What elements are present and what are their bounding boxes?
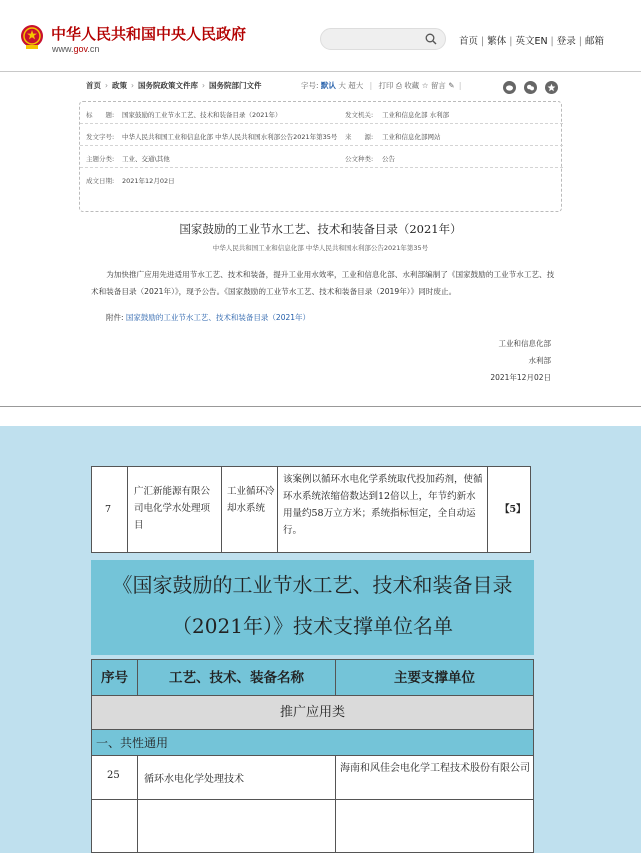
nav-separator: |: [578, 36, 582, 47]
qzone-share-icon[interactable]: [545, 81, 558, 94]
table-cell: [128, 467, 222, 552]
print-button[interactable]: 打印: [378, 81, 394, 90]
nav-traditional-link[interactable]: 繁体: [487, 36, 507, 47]
table-header: [92, 660, 533, 696]
support-list-title: [91, 560, 534, 655]
breadcrumb-chevron-icon: ›: [131, 81, 134, 90]
meta-source-value: 工业和信息化部网站: [382, 133, 441, 141]
table-cell: [222, 467, 278, 552]
meta-row-title: [80, 102, 563, 124]
signer-mwr: 水利部: [528, 356, 551, 365]
case-project: 广汇新能源有限公司电化学水处理项目: [134, 486, 211, 531]
document-meta-box: [79, 101, 562, 212]
row-support-unit: 海南和风佳会电化学工程技术股份有限公司: [340, 763, 530, 774]
attachment-label: 附件:: [106, 313, 124, 322]
signature-block: [490, 335, 551, 386]
meta-row-docno: [80, 124, 563, 146]
breadcrumb-home[interactable]: 首页: [86, 81, 101, 90]
site-url[interactable]: [52, 44, 99, 54]
meta-type-label: 公文种类:: [345, 155, 374, 163]
case-reference: 【5】: [500, 504, 526, 515]
top-nav: [459, 33, 604, 47]
pen-icon: ✎: [448, 81, 455, 90]
document-number: 中华人民共和国工业和信息化部 中华人民共和国水利部公告2021年第35号: [212, 244, 429, 252]
document-paragraph: 为加快推广应用先进适用节水工艺、技术和装备，提升工业用水效率，工业和信息化部、水利部编制了《国家鼓励的工业节水工艺、技术和装备目录（2021年）》，现予公告。《国家鼓励的工业节水工艺、技术和装备目录（2019年）》同时废止。: [91, 270, 555, 296]
row-number: 25: [107, 770, 120, 781]
breadcrumb-chevron-icon: ›: [105, 81, 108, 90]
wechat-share-icon[interactable]: [524, 81, 537, 94]
table-row-partial: [92, 800, 533, 852]
meta-row-topic: [80, 146, 563, 168]
document-title: 国家鼓励的工业节水工艺、技术和装备目录（2021年）: [179, 222, 462, 236]
nav-home-link[interactable]: 首页: [459, 36, 479, 47]
header-name: 工艺、技术、装备名称: [138, 660, 336, 696]
table-cell: [138, 756, 336, 799]
site-title[interactable]: 中华人民共和国中央人民政府: [51, 25, 247, 43]
meta-source-label: 来 源:: [345, 133, 374, 141]
search-box: [320, 28, 446, 50]
gov-page: [0, 0, 641, 407]
search-input[interactable]: [329, 32, 425, 46]
meta-date-label: 成文日期:: [86, 177, 115, 185]
signer-miit: 工业和信息化部: [498, 339, 551, 348]
table-cell: [488, 467, 530, 552]
case-scene: 工业循环冷却水系统: [227, 486, 275, 514]
meta-topic-label: 主题分类:: [86, 155, 115, 163]
breadcrumb-policy[interactable]: 政策: [112, 81, 127, 90]
nav-separator: |: [550, 36, 554, 47]
nav-mail-link[interactable]: 邮箱: [584, 36, 604, 47]
table-row: [92, 756, 533, 800]
meta-type-value: 公告: [382, 155, 395, 163]
nav-separator: |: [481, 36, 485, 47]
meta-date-value: 2021年12月02日: [122, 177, 175, 185]
national-emblem-icon: [20, 24, 44, 50]
nav-english-link[interactable]: 英文EN: [515, 36, 548, 47]
table-cell: [92, 756, 138, 799]
support-units-table: [91, 659, 534, 853]
support-title-line-2: （2021年）》技术支撑单位名单: [172, 614, 453, 638]
case-number: 7: [105, 504, 112, 515]
search-icon[interactable]: [425, 33, 437, 45]
page-tools: 字号: 默认 大 超大 | 打印 ⎙ 收藏 ☆ 留言 ✎ |: [301, 81, 462, 90]
site-header: [0, 0, 641, 72]
favorite-button[interactable]: 收藏: [404, 81, 420, 90]
header-no: 序号: [92, 660, 138, 696]
row-technique: 循环水电化学处理技术: [144, 774, 244, 785]
table-cell: [92, 800, 138, 852]
meta-docno-value: 中华人民共和国工业和信息化部 中华人民共和国水利部公告2021年第35号: [122, 133, 338, 141]
nav-login-link[interactable]: 登录: [556, 36, 576, 47]
breadcrumb-policy-library[interactable]: 国务院政策文件库: [138, 81, 198, 90]
header-unit: 主要支撑单位: [394, 670, 475, 686]
font-large-button[interactable]: 大: [338, 81, 346, 90]
category-row: 推广应用类: [92, 696, 533, 730]
share-icons: [500, 77, 558, 91]
table-cell: [278, 467, 488, 552]
breadcrumb-chevron-icon: ›: [202, 81, 205, 90]
subcategory-row: 一、共性通用: [92, 730, 533, 756]
table-cell: [92, 467, 128, 552]
meta-docno-label: 发文字号:: [86, 133, 115, 141]
attachment-link[interactable]: 国家鼓励的工业节水工艺、技术和装备目录（2021年）: [125, 313, 311, 322]
comment-button[interactable]: 留言: [430, 81, 446, 90]
site-url-gov: gov: [73, 44, 88, 54]
breadcrumb-department-docs[interactable]: 国务院部门文件: [209, 81, 262, 90]
meta-title-value: 国家鼓励的工业节水工艺、技术和装备目录（2021年）: [122, 111, 282, 119]
site-url-prefix: www.: [52, 44, 74, 54]
nav-separator: |: [509, 36, 513, 47]
meta-title-label: 标 题:: [86, 111, 115, 119]
previous-case-table: [91, 466, 531, 553]
font-size-label: 字号:: [301, 81, 319, 90]
attachment-line: [106, 312, 310, 323]
meta-topic-value: 工业、交通\其他: [122, 155, 170, 163]
font-default-button[interactable]: 默认: [320, 81, 336, 90]
meta-issuer-label: 发文机关:: [345, 111, 374, 119]
star-icon: ☆: [421, 81, 429, 90]
document-body: [91, 266, 561, 300]
support-title-line-1: 《国家鼓励的工业节水工艺、技术和装备目录: [112, 573, 513, 597]
meta-issuer-value: 工业和信息化部 水利部: [382, 111, 450, 119]
print-icon: ⎙: [395, 81, 402, 90]
table-cell: [138, 800, 336, 852]
attachment-image: [0, 426, 641, 853]
case-description: 该案例以循环水电化学系统取代投加药剂，使循环水系统浓缩倍数达到12倍以上，年节约新水用量约58万立方米；系统指标恒定，全自动运行。: [283, 474, 483, 536]
sign-date: 2021年12月02日: [490, 373, 551, 382]
meta-row-date: [80, 168, 563, 190]
weibo-share-icon[interactable]: [503, 81, 516, 94]
font-larger-button[interactable]: 超大: [348, 81, 364, 90]
table-cell: [336, 756, 533, 799]
site-url-suffix: .cn: [87, 44, 100, 54]
